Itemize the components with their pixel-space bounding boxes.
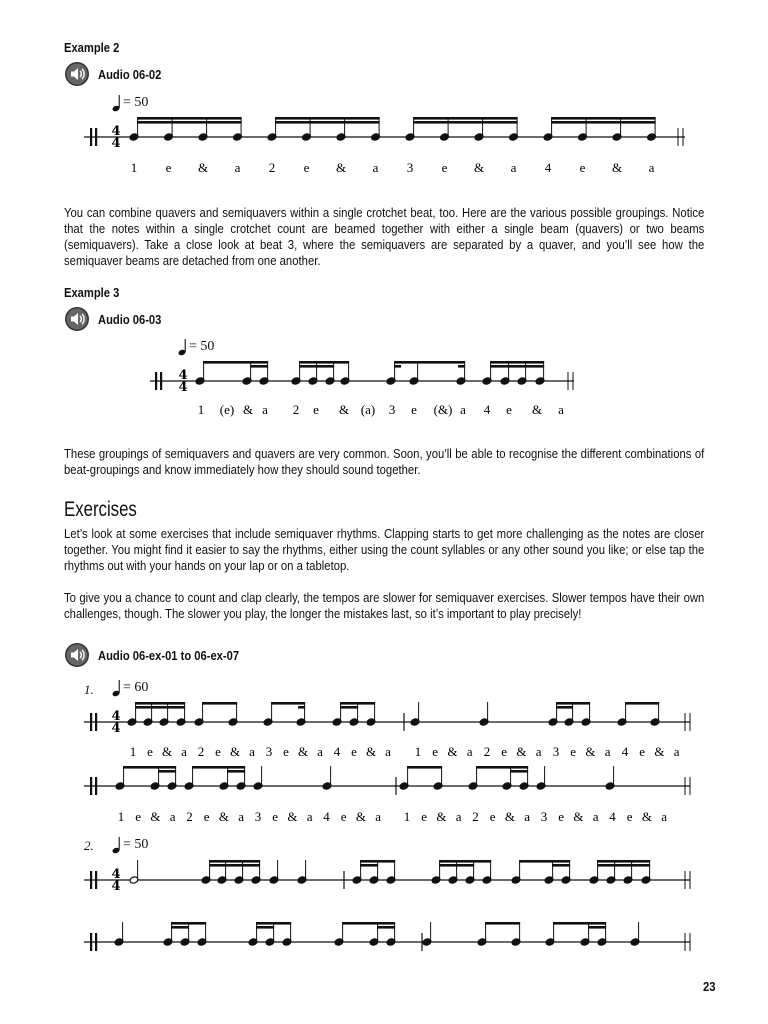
- beam: [556, 702, 590, 705]
- count-syllable: 2: [197, 744, 205, 759]
- count-syllable: 1: [117, 809, 125, 824]
- percussion-clef: [95, 933, 97, 951]
- count-syllable: &: [516, 744, 527, 759]
- beam: [490, 365, 544, 368]
- count-syllable: &: [297, 744, 309, 759]
- beam: [377, 926, 395, 929]
- count-syllable: e: [203, 809, 210, 824]
- count-syllable: a: [592, 809, 599, 824]
- count-syllable: 2: [472, 809, 479, 824]
- percussion-clef: [95, 871, 97, 889]
- beam: [299, 361, 349, 364]
- beam: [625, 702, 659, 705]
- count-syllable: &: [573, 809, 584, 824]
- count-syllable: &: [150, 809, 161, 824]
- count-syllable: e: [272, 809, 279, 824]
- beam: [552, 864, 570, 867]
- count-syllable: a: [558, 402, 564, 417]
- count-syllable: &: [335, 160, 347, 175]
- count-syllable: e: [626, 809, 633, 824]
- beam: [171, 922, 206, 925]
- beam: [250, 365, 268, 368]
- beam: [490, 361, 544, 364]
- count-syllable: a: [385, 744, 391, 759]
- beam: [588, 926, 606, 929]
- count-syllable: (e): [219, 402, 235, 417]
- count-syllable: e: [432, 744, 439, 759]
- beam: [413, 121, 517, 124]
- count-syllable: &: [531, 402, 543, 417]
- count-syllable: a: [234, 160, 241, 175]
- exercise-2-number: 2.: [84, 838, 94, 853]
- count-syllable: &: [242, 402, 254, 417]
- percussion-clef: [90, 128, 92, 146]
- exercise-1-number: 1.: [84, 682, 94, 697]
- time-signature-bottom: 4: [111, 136, 121, 151]
- count-syllable: a: [181, 744, 187, 759]
- beam: [202, 702, 237, 705]
- count-syllable: &: [447, 744, 458, 759]
- audio-label: Audio 06-03: [98, 311, 162, 327]
- beam: [458, 365, 465, 368]
- percussion-clef: [90, 871, 92, 889]
- beam: [556, 706, 573, 709]
- exercises-heading: Exercises: [64, 498, 137, 521]
- beam: [137, 121, 242, 124]
- count-syllable: e: [303, 160, 310, 175]
- count-syllable: a: [238, 809, 244, 824]
- beam: [209, 864, 260, 867]
- beam: [271, 702, 305, 705]
- beam: [158, 770, 176, 773]
- paragraph-tempos: To give you a chance to count and clap clearly, the tempos are slower for semiquaver exercises. Slower tempos have their own challenges, though. The slower you play, the longer the mistakes last, so it’s important to play precisely!: [64, 590, 705, 621]
- count-syllable: a: [460, 402, 466, 417]
- beam: [298, 706, 305, 709]
- beam: [256, 926, 274, 929]
- beam: [597, 860, 650, 863]
- beam: [551, 117, 656, 120]
- count-syllable: e: [639, 744, 646, 759]
- beam: [135, 706, 185, 709]
- count-syllable: a: [306, 809, 313, 824]
- beam: [553, 922, 606, 925]
- count-syllable: e: [558, 809, 565, 824]
- count-syllable: e: [570, 744, 577, 759]
- count-syllable: &: [365, 744, 377, 759]
- time-signature-bottom: 4: [178, 380, 188, 395]
- audio-label: Audio 06-ex-01 to 06-ex-07: [98, 647, 240, 663]
- beam: [299, 365, 334, 368]
- count-syllable: 1: [414, 744, 422, 759]
- example-2-heading: Example 2: [64, 40, 120, 55]
- count-syllable: 4: [621, 744, 629, 759]
- beam: [135, 702, 185, 705]
- beam: [256, 922, 291, 925]
- time-signature-top: 4: [111, 709, 121, 724]
- beam: [413, 117, 517, 120]
- count-syllable: &: [504, 809, 515, 824]
- beam: [360, 860, 395, 863]
- count-syllable: 3: [552, 744, 560, 759]
- count-syllable: a: [249, 744, 255, 759]
- count-syllable: a: [524, 809, 530, 824]
- count-syllable: &: [287, 809, 298, 824]
- beam: [597, 864, 650, 867]
- count-syllable: 4: [483, 402, 491, 417]
- beam: [551, 121, 656, 124]
- count-syllable: &: [229, 744, 241, 759]
- count-syllable: &: [355, 809, 366, 824]
- count-syllable: a: [317, 744, 323, 759]
- count-syllable: &: [161, 744, 173, 759]
- count-syllable: 2: [186, 809, 193, 824]
- count-syllable: e: [135, 809, 142, 824]
- count-syllable: a: [169, 809, 176, 824]
- beam: [209, 860, 260, 863]
- example-3-heading: Example 3: [64, 285, 120, 300]
- count-syllable: &: [338, 402, 350, 417]
- count-syllable: e: [579, 160, 586, 175]
- beam: [394, 361, 465, 364]
- count-syllable: 2: [483, 744, 491, 759]
- time-signature-top: 4: [111, 124, 121, 139]
- percussion-clef: [155, 372, 157, 390]
- count-syllable: e: [506, 402, 512, 417]
- count-syllable: a: [535, 744, 542, 759]
- count-syllable: a: [604, 744, 611, 759]
- percussion-clef: [90, 777, 92, 795]
- beam: [476, 766, 528, 769]
- count-syllable: a: [372, 160, 379, 175]
- beam: [171, 926, 189, 929]
- count-syllable: a: [661, 809, 667, 824]
- count-syllable: 2: [292, 402, 300, 417]
- beam: [439, 864, 474, 867]
- beam: [510, 770, 528, 773]
- count-syllable: a: [466, 744, 473, 759]
- count-syllable: e: [283, 744, 289, 759]
- time-signature-bottom: 4: [111, 721, 121, 736]
- beam: [137, 117, 242, 120]
- count-syllable: e: [215, 744, 221, 759]
- percussion-clef: [90, 713, 92, 731]
- beam: [407, 766, 442, 769]
- tempo-value: = 50: [123, 95, 149, 110]
- count-syllable: e: [489, 809, 496, 824]
- count-syllable: a: [510, 160, 517, 175]
- tempo-value: = 60: [123, 680, 149, 695]
- count-syllable: (a): [360, 402, 376, 417]
- count-syllable: e: [411, 402, 417, 417]
- paragraph-groupings: You can combine quavers and semiquavers within a single crotchet beat, too. Here are the various possible groupings. Notice that the notes within a single crotchet count are beamed together with either a single beam (quavers) or two beams (semiquavers). Take a close look at beat 3, where the semiquavers are separated by a quaver, and you’ll see how the semiquaver beams are detached from one another.: [64, 205, 705, 268]
- count-syllable: 3: [540, 809, 548, 824]
- tempo-value: = 50: [189, 339, 215, 354]
- count-syllable: (&): [433, 402, 453, 417]
- count-syllable: e: [501, 744, 508, 759]
- beam: [227, 770, 245, 773]
- paragraph-common-groupings: These groupings of semiquavers and quavers are very common. Soon, you’ll be able to recognise the different combinations of beat-groupings and know immediately how they should sound together.: [64, 446, 705, 477]
- percussion-clef: [95, 713, 97, 731]
- count-syllable: 4: [333, 744, 341, 759]
- count-syllable: &: [218, 809, 229, 824]
- beam: [192, 766, 245, 769]
- paragraph-exercises-intro: Let’s look at some exercises that include semiquaver rhythms. Clapping starts to get more challenging as the notes are closer together. You might find it easier to say the rhythms, either using the count syllables or any other sound you like; or else tap the rhythms out with your hands on your lap or on a tabletop.: [64, 526, 705, 573]
- page-number: 23: [702, 979, 715, 994]
- time-signature-top: 4: [178, 368, 188, 383]
- beam: [342, 922, 395, 925]
- count-syllable: &: [473, 160, 485, 175]
- count-syllable: e: [441, 160, 448, 175]
- beam: [203, 361, 268, 364]
- beam: [519, 860, 570, 863]
- count-syllable: &: [611, 160, 623, 175]
- count-syllable: 4: [544, 160, 552, 175]
- count-syllable: &: [436, 809, 447, 824]
- count-syllable: a: [455, 809, 462, 824]
- percussion-clef: [95, 777, 97, 795]
- count-syllable: e: [421, 809, 428, 824]
- count-syllable: &: [197, 160, 209, 175]
- count-syllable: a: [262, 402, 268, 417]
- beam: [485, 922, 520, 925]
- beam: [123, 766, 176, 769]
- time-signature-top: 4: [111, 867, 121, 882]
- count-syllable: 3: [388, 402, 396, 417]
- percussion-clef: [90, 933, 92, 951]
- audio-label: Audio 06-02: [98, 66, 162, 82]
- beam: [340, 702, 375, 705]
- count-syllable: e: [351, 744, 357, 759]
- beam: [439, 860, 491, 863]
- percussion-clef: [160, 372, 162, 390]
- count-syllable: e: [340, 809, 347, 824]
- beam: [275, 121, 380, 124]
- time-signature-bottom: 4: [111, 879, 121, 894]
- count-syllable: e: [313, 402, 319, 417]
- count-syllable: 3: [254, 809, 262, 824]
- beam: [275, 117, 380, 120]
- count-syllable: e: [165, 160, 172, 175]
- beam: [340, 706, 358, 709]
- count-syllable: 4: [609, 809, 616, 824]
- count-syllable: &: [641, 809, 652, 824]
- count-syllable: &: [585, 744, 596, 759]
- count-syllable: 1: [403, 809, 411, 824]
- count-syllable: 1: [129, 744, 137, 759]
- count-syllable: 1: [130, 160, 138, 175]
- count-syllable: 2: [268, 160, 276, 175]
- count-syllable: a: [673, 744, 680, 759]
- count-syllable: 3: [265, 744, 273, 759]
- percussion-clef: [95, 128, 97, 146]
- count-syllable: a: [375, 809, 381, 824]
- count-syllable: 3: [406, 160, 414, 175]
- count-syllable: a: [648, 160, 655, 175]
- count-syllable: e: [147, 744, 153, 759]
- beam: [360, 864, 378, 867]
- beam: [394, 365, 401, 368]
- tempo-value: = 50: [123, 837, 149, 852]
- count-syllable: &: [654, 744, 665, 759]
- count-syllable: 4: [323, 809, 330, 824]
- count-syllable: 1: [197, 402, 205, 417]
